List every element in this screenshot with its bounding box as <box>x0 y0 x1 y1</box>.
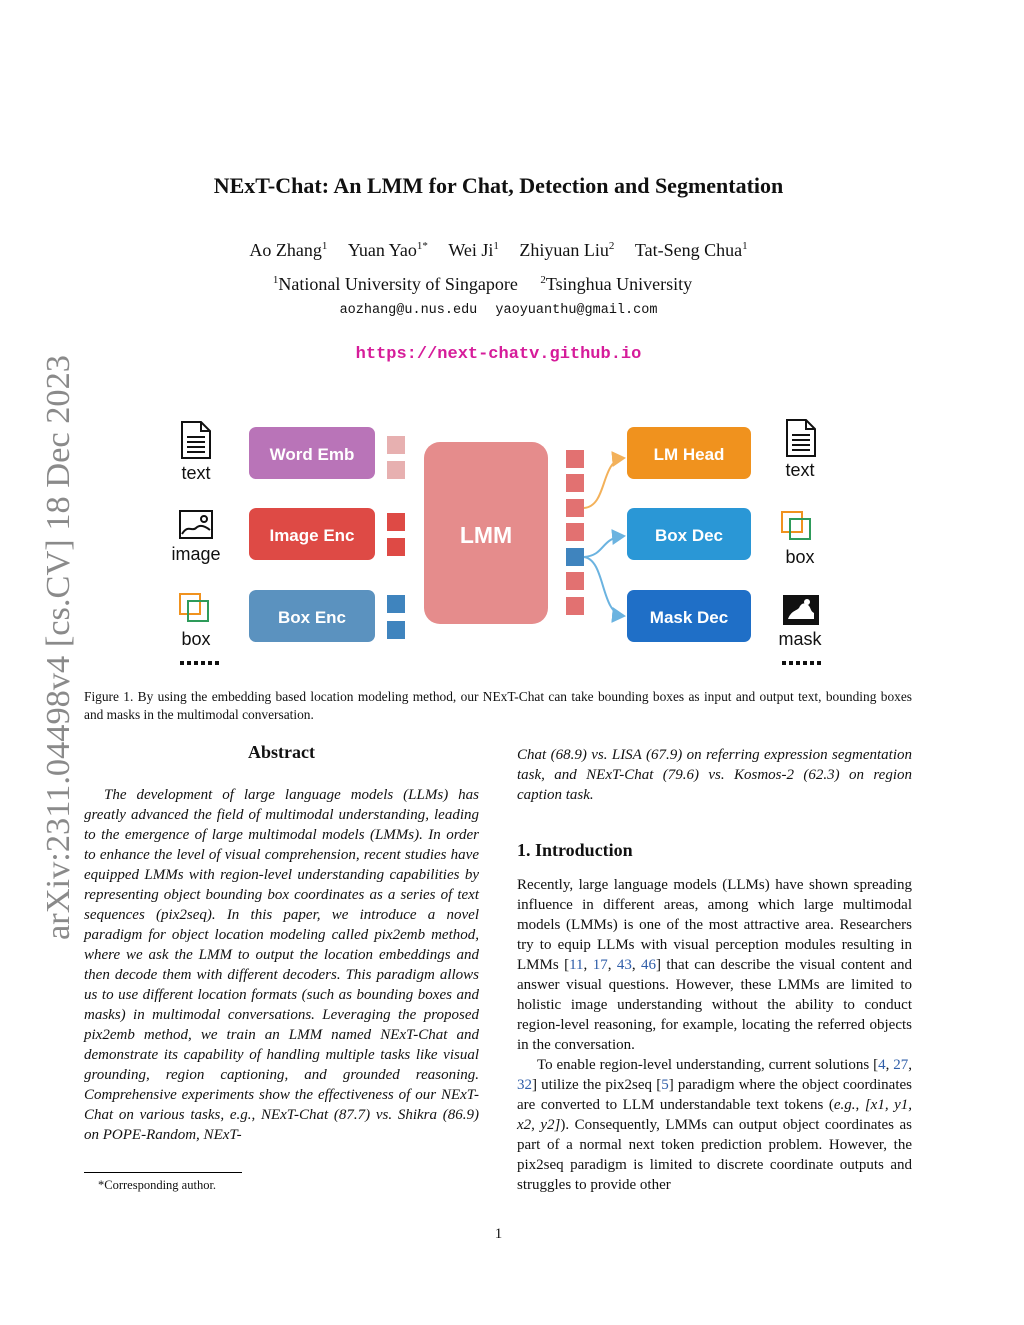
svg-text:Image Enc: Image Enc <box>269 526 355 545</box>
svg-text:LMM: LMM <box>459 522 513 548</box>
arxiv-sidebar <box>14 350 84 950</box>
author: Tat-Seng Chua$^1$ <box>634 240 748 260</box>
input-label: text <box>181 463 211 483</box>
affiliation: $^2$Tsinghua University <box>540 274 693 294</box>
author: Yuan Yao$^{1*}$ <box>347 240 428 260</box>
page-number: 1 <box>494 1226 503 1242</box>
affiliations <box>0 274 965 295</box>
bounding-box-icon <box>180 594 208 621</box>
author: Ao Zhang$^1$ <box>249 240 328 260</box>
citation-link[interactable]: 43 <box>616 957 632 973</box>
citation-link[interactable]: 5 <box>661 1077 669 1093</box>
figure-1-diagram <box>160 410 850 685</box>
ellipsis-icon <box>782 661 821 665</box>
arxiv-id: arXiv:2311.04498v4 [cs.CV] 18 Dec 2023 <box>40 361 77 940</box>
abstract-text-continued: Chat (68.9) vs. LISA (67.9) on referring expression segmentation task, and NExT-Chat (79.6) vs. Kosmos-2 (62.3) on region caption task. <box>517 747 912 803</box>
figure-caption: Figure 1. By using the embedding based location modeling method, our NExT-Chat can take bounding boxes as input and output text, bounding boxes and masks in the multimodal conversation. <box>84 689 912 722</box>
citation-link[interactable]: 17 <box>592 957 608 973</box>
footnote: *Corresponding author. <box>98 1178 217 1192</box>
abstract-heading: Abstract <box>248 742 315 762</box>
output-label: box <box>785 547 815 567</box>
arrows <box>584 458 624 616</box>
abstract-text: The development of large language models (LLMs) has greatly advanced the field of multimodal understanding, leading to the emergence of large multimodal models (LMMs). In order to enhance the level of visual comprehension, recent studies have equipped LMMs with region-level understanding capabilities by representing object bounding box coordinates as a series of text sequences (pix2seq). In this paper, we introduce a novel paradigm for object location modeling called pix2emb method, where we ask the LMM to output the location embeddings and then decode them with different decoders. This paradigm allows us to use different location formats (such as bounding boxes and masks) in multimodal conversations. Leveraging the proposed pix2emb method, we train an LMM named NExT-Chat and demonstrate its capability of handling multiple tasks like visual grounding, region captioning, and grounded reasoning. Comprehensive experiments show the effectiveness of our NExT-Chat on various tasks, e.g., NExT-Chat (87.7) vs. Shikra (86.9) on POPE-Random, NExT- <box>84 787 479 1143</box>
intro-paragraph-1: Recently, large language models (LLMs) have shown spreading influence in different areas, among which large multimodal models (LMMs) is one of the most attractive area. Researchers try to equip LLMs with visual perception modules resulting in LMMs [11, 17, 43, 46] that can describe the visual content and answer visual questions. However, these LMMs are limited to holistic image understanding without the ability to conduct region-level reasoning, for example, locating the referred objects in the conversation. <box>517 877 913 1053</box>
box-enc-block <box>249 590 375 642</box>
coordinate-math: [x1, y1, x2, y2] <box>517 1097 913 1133</box>
word-emb-block <box>249 427 375 479</box>
ellipsis-icon <box>180 661 219 665</box>
author: Zhiyuan Liu$^2$ <box>519 240 615 260</box>
output-label: text <box>785 460 815 480</box>
input-tokens <box>387 436 405 639</box>
author: Wei Ji$^1$ <box>448 240 499 260</box>
image-enc-block <box>249 508 375 560</box>
citation-link[interactable]: 27 <box>893 1057 909 1073</box>
citation-link[interactable]: 46 <box>641 957 656 973</box>
svg-text:Word Emb: Word Emb <box>269 445 355 464</box>
citation-link[interactable]: 32 <box>517 1077 532 1093</box>
box-dec-block <box>627 508 751 560</box>
affiliation: $^1$National University of Singapore <box>272 274 518 294</box>
paper-title: NExT-Chat: An LMM for Chat, Detection and Segmentation <box>213 173 784 198</box>
input-label: box <box>181 629 211 649</box>
svg-text:LM Head: LM Head <box>653 445 725 464</box>
email[interactable]: aozhang@u.nus.edu <box>339 303 478 318</box>
intro-paragraph-2: To enable region-level understanding, current solutions [4, 27, 32] utilize the pix2seq [5] paradigm where the object coordinates are converted to LLM understandable text tokens (e.g., [x1, y1, x2, y2]). Consequently, LMMs can output object coordinates as part of a normal next token prediction problem. However, the pix2seq paradigm is limited to discrete coordinate outputs and struggles to provide other <box>517 1057 913 1193</box>
svg-text:Box Dec: Box Dec <box>654 526 724 545</box>
citation-link[interactable]: 4 <box>878 1057 886 1073</box>
output-label: mask <box>778 629 822 649</box>
author-list <box>0 240 997 261</box>
footnote-rule <box>84 1172 242 1173</box>
svg-text:Mask Dec: Mask Dec <box>649 608 729 627</box>
introduction-heading: 1. Introduction <box>517 840 633 860</box>
citation-link[interactable]: 11 <box>569 957 584 973</box>
lm-head-block <box>627 427 751 479</box>
svg-text:Box Enc: Box Enc <box>277 608 347 627</box>
document-icon <box>787 420 815 456</box>
document-icon <box>182 422 210 458</box>
email[interactable]: yaoyuanthu@gmail.com <box>495 303 658 318</box>
input-label: image <box>171 544 221 564</box>
lmm-block <box>424 442 548 624</box>
bounding-box-icon <box>782 512 810 539</box>
mask-icon <box>783 595 819 625</box>
author-emails <box>0 303 997 318</box>
output-tokens <box>566 450 584 615</box>
mask-dec-block <box>627 590 751 642</box>
image-icon <box>180 511 212 538</box>
project-url[interactable]: https://next-chatv.github.io <box>355 345 642 364</box>
